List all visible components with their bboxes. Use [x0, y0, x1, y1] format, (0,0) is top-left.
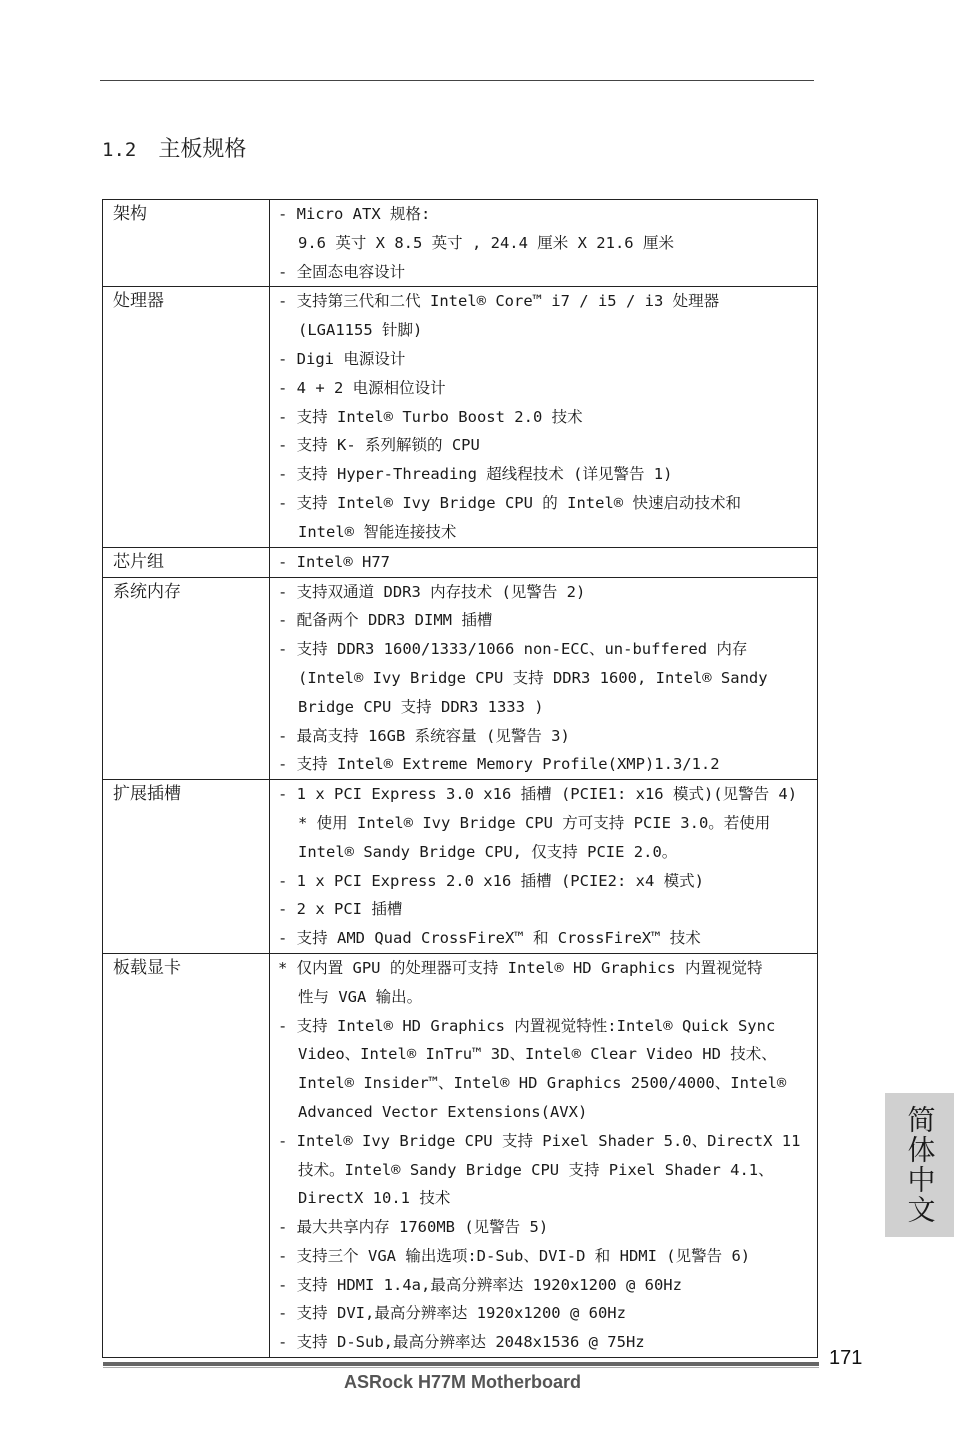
spec-line: - 1 x PCI Express 3.0 x16 插槽 (PCIE1: x16 模式)(见警告 4) [278, 785, 798, 804]
spec-line: Intel® Insider™、Intel® HD Graphics 2500/4000、Intel® [298, 1074, 787, 1093]
spec-row [103, 287, 818, 547]
spec-line: 性与 VGA 输出。 [298, 987, 423, 1006]
footer-rule [103, 1362, 819, 1366]
spec-line: (Intel® Ivy Bridge CPU 支持 DDR3 1600, Intel® Sandy [298, 668, 768, 687]
spec-line: - Digi 电源设计 [278, 349, 406, 368]
spec-line: - 支持 Intel® Ivy Bridge CPU 的 Intel® 快速启动技术和 [278, 493, 741, 512]
spec-content [270, 577, 818, 780]
spec-line: - 支持 AMD Quad CrossFireX™ 和 CrossFireX™ 技术 [278, 929, 701, 948]
spec-line: * 仅内置 GPU 的处理器可支持 Intel® HD Graphics 内置视觉特 [278, 958, 763, 977]
spec-line: (LGA1155 针脚) [298, 321, 423, 340]
spec-line: - 支持三个 VGA 输出选项:D-Sub、DVI-D 和 HDMI (见警告 6) [278, 1246, 751, 1265]
spec-line: - 2 x PCI 插槽 [278, 900, 403, 919]
spec-line: - 配备两个 DDR3 DIMM 插槽 [278, 611, 493, 630]
spec-content [270, 780, 818, 954]
spec-line: DirectX 10.1 技术 [298, 1189, 451, 1208]
spec-line: Advanced Vector Extensions(AVX) [298, 1102, 588, 1121]
spec-row [103, 953, 818, 1357]
spec-line: - 支持 HDMI 1.4a,最高分辨率达 1920x1200 @ 60Hz [278, 1275, 682, 1294]
spec-line: Video、Intel® InTru™ 3D、Intel® Clear Video HD 技术、 [298, 1045, 777, 1064]
section-number: 1.2 [102, 139, 137, 161]
spec-table-body [103, 200, 818, 1358]
section-title-text: 主板规格 [158, 137, 247, 162]
spec-content [270, 953, 818, 1357]
spec-line: - 最高支持 16GB 系统容量 (见警告 3) [278, 726, 570, 745]
spec-line: - Intel® Ivy Bridge CPU 支持 Pixel Shader 5.0、DirectX 11 [278, 1131, 801, 1150]
spec-line: * 使用 Intel® Ivy Bridge CPU 方可支持 PCIE 3.0。若使用 [298, 813, 771, 832]
spec-line: 技术。Intel® Sandy Bridge CPU 支持 Pixel Shader 4.1、 [298, 1160, 774, 1179]
spec-label: 扩展插槽 [103, 780, 270, 954]
header-rule [100, 80, 814, 81]
spec-line: - 支持 Intel® HD Graphics 内置视觉特性:Intel® Quick Sync [278, 1016, 776, 1035]
spec-row [103, 780, 818, 954]
spec-line: 9.6 英寸 X 8.5 英寸 , 24.4 厘米 X 21.6 厘米 [298, 233, 674, 252]
spec-table [102, 199, 818, 1358]
spec-label: 系统内存 [103, 577, 270, 780]
language-tab [885, 1093, 954, 1237]
spec-line: Intel® 智能连接技术 [298, 522, 457, 541]
spec-line: - 支持 Hyper-Threading 超线程技术 (详见警告 1) [278, 465, 673, 484]
spec-line: - 支持 Intel® Turbo Boost 2.0 技术 [278, 407, 583, 426]
spec-content [270, 200, 818, 287]
spec-line: - 支持 Intel® Extreme Memory Profile(XMP)1.3/1.2 [278, 755, 720, 774]
page-number: 171 [829, 1347, 863, 1369]
spec-label: 架构 [103, 200, 270, 287]
section-title [102, 132, 246, 163]
spec-label: 板载显卡 [103, 953, 270, 1357]
spec-line: - 支持 DVI,最高分辨率达 1920x1200 @ 60Hz [278, 1304, 626, 1323]
spec-line: - 全固态电容设计 [278, 262, 406, 281]
spec-line: - Intel® H77 [278, 552, 390, 571]
spec-line: - 支持 K- 系列解锁的 CPU [278, 436, 480, 455]
spec-line: - 支持 D-Sub,最高分辨率达 2048x1536 @ 75Hz [278, 1333, 645, 1352]
spec-line: - 支持第三代和二代 Intel® Core™ i7 / i5 / i3 处理器 [278, 292, 720, 311]
spec-line: Bridge CPU 支持 DDR3 1333 ) [298, 697, 544, 716]
spec-line: - Micro ATX 规格: [278, 205, 431, 223]
spec-content [270, 287, 818, 547]
spec-label: 芯片组 [103, 547, 270, 577]
footer-product-name: ASRock H77M Motherboard [344, 1372, 582, 1392]
spec-row [103, 577, 818, 780]
spec-line: - 4 + 2 电源相位设计 [278, 378, 446, 397]
spec-row [103, 547, 818, 577]
spec-line: - 1 x PCI Express 2.0 x16 插槽 (PCIE2: x4 模式) [278, 871, 704, 890]
spec-content [270, 547, 818, 577]
spec-label: 处理器 [103, 287, 270, 547]
spec-line: Intel® Sandy Bridge CPU, 仅支持 PCIE 2.0。 [298, 842, 678, 861]
footer-rule-thin [103, 1367, 819, 1368]
spec-line: - 最大共享内存 1760MB (见警告 5) [278, 1218, 549, 1237]
spec-row [103, 200, 818, 287]
language-tab-label: 简体中文 [903, 1105, 937, 1225]
spec-line: - 支持 DDR3 1600/1333/1066 non-ECC、un-buffered 内存 [278, 640, 748, 659]
spec-line: - 支持双通道 DDR3 内存技术 (见警告 2) [278, 582, 586, 601]
